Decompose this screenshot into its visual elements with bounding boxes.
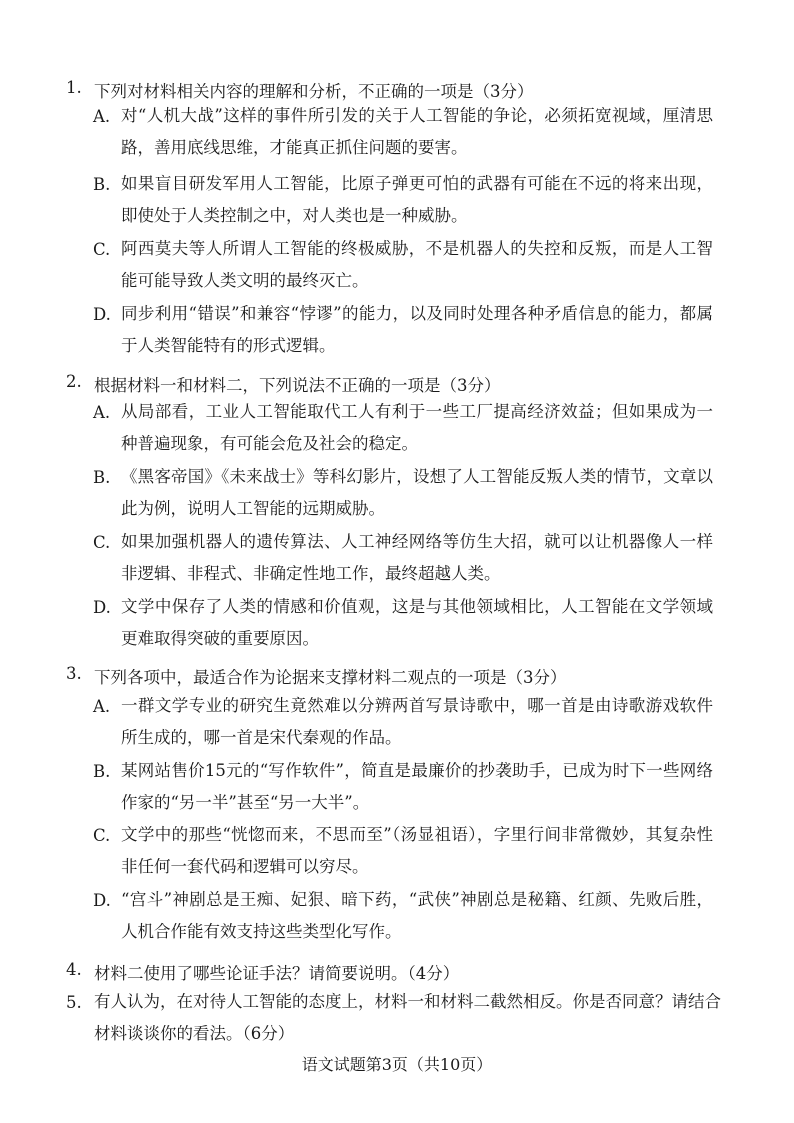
option-label: D. — [93, 598, 111, 617]
question-text: 下列对材料相关内容的理解和分析，不正确的一项是（3分） — [94, 82, 534, 101]
option-label: A. — [93, 697, 111, 716]
page-footer: 语文试题第3页（共10页） — [301, 1055, 493, 1074]
question-number: 3. — [66, 664, 82, 683]
question-text: 材料二使用了哪些论证手法？请简要说明。（4分） — [94, 964, 460, 983]
option-label: B. — [93, 762, 111, 781]
option-text: 从局部看，工业人工智能取代工人有利于一些工厂提高经济效益；但如果成为一种普遍现象，有可能会危及社会的稳定。 — [121, 402, 713, 453]
option-label: B. — [93, 468, 111, 487]
option-text: 如果加强机器人的遗传算法、人工神经网络等仿生大招，就可以让机器像人一样非逻辑、非程式、非确定性地工作，最终超越人类。 — [121, 532, 713, 583]
option-text: 某网站售价15元的“写作软件”，简直是最廉价的抄袭助手，已成为时下一些网络作家的“另一半”甚至“另一大半”。 — [121, 761, 713, 812]
option-label: A. — [93, 107, 111, 126]
option-label: C. — [93, 533, 111, 552]
option-label: D. — [93, 305, 111, 324]
option-label: C. — [93, 240, 111, 259]
question-text: 根据材料一和材料二，下列说法不正确的一项是（3分） — [94, 376, 501, 395]
option-text: 同步利用“错误”和兼容“悖谬”的能力，以及同时处理各种矛盾信息的能力，都属于人类智能特有的形式逻辑。 — [121, 304, 713, 355]
option-text: 《黑客帝国》《未来战士》等科幻影片，设想了人工智能反叛人类的情节，文章以此为例，说明人工智能的远期威胁。 — [121, 467, 713, 518]
question-number: 2. — [66, 372, 82, 391]
option-label: B. — [93, 175, 111, 194]
question-number: 5. — [66, 993, 82, 1012]
option-label: D. — [93, 891, 111, 910]
option-text: 文学中的那些“恍惚而来，不思而至”（汤显祖语），字里行间非常微妙，其复杂性非任何一套代码和逻辑可以穷尽。 — [121, 825, 713, 876]
option-text: 一群文学专业的研究生竟然难以分辨两首写景诗歌中，哪一首是由诗歌游戏软件所生成的，哪一首是宋代秦观的作品。 — [121, 696, 713, 747]
question-number: 1. — [66, 78, 82, 97]
option-text: 文学中保存了人类的情感和价值观，这是与其他领域相比，人工智能在文学领域更难取得突破的重要原因。 — [121, 597, 713, 648]
option-text: “宫斗”神剧总是王痴、妃狠、暗下药，“武侠”神剧总是秘籍、红颜、先败后胜，人机合作能有效支持这些类型化写作。 — [121, 890, 713, 941]
option-label: A. — [93, 403, 111, 422]
option-label: C. — [93, 826, 111, 845]
option-text: 如果盲目研发军用人工智能，比原子弹更可怕的武器有可能在不远的将来出现，即使处于人类控制之中，对人类也是一种威胁。 — [121, 174, 713, 225]
question-text: 下列各项中，最适合作为论据来支撑材料二观点的一项是（3分） — [94, 668, 567, 687]
question-text: 有人认为，在对待人工智能的态度上，材料一和材料二截然相反。你是否同意？请结合材料谈谈你的看法。（6分） — [94, 992, 721, 1043]
option-text: 阿西莫夫等人所谓人工智能的终极威胁，不是机器人的失控和反叛，而是人工智能可能导致人类文明的最终灭亡。 — [121, 239, 713, 290]
question-number: 4. — [66, 960, 82, 979]
option-text: 对“人机大战”这样的事件所引发的关于人工智能的争论，必须拓宽视域，厘清思路，善用底线思维，才能真正抓住问题的要害。 — [121, 106, 713, 157]
